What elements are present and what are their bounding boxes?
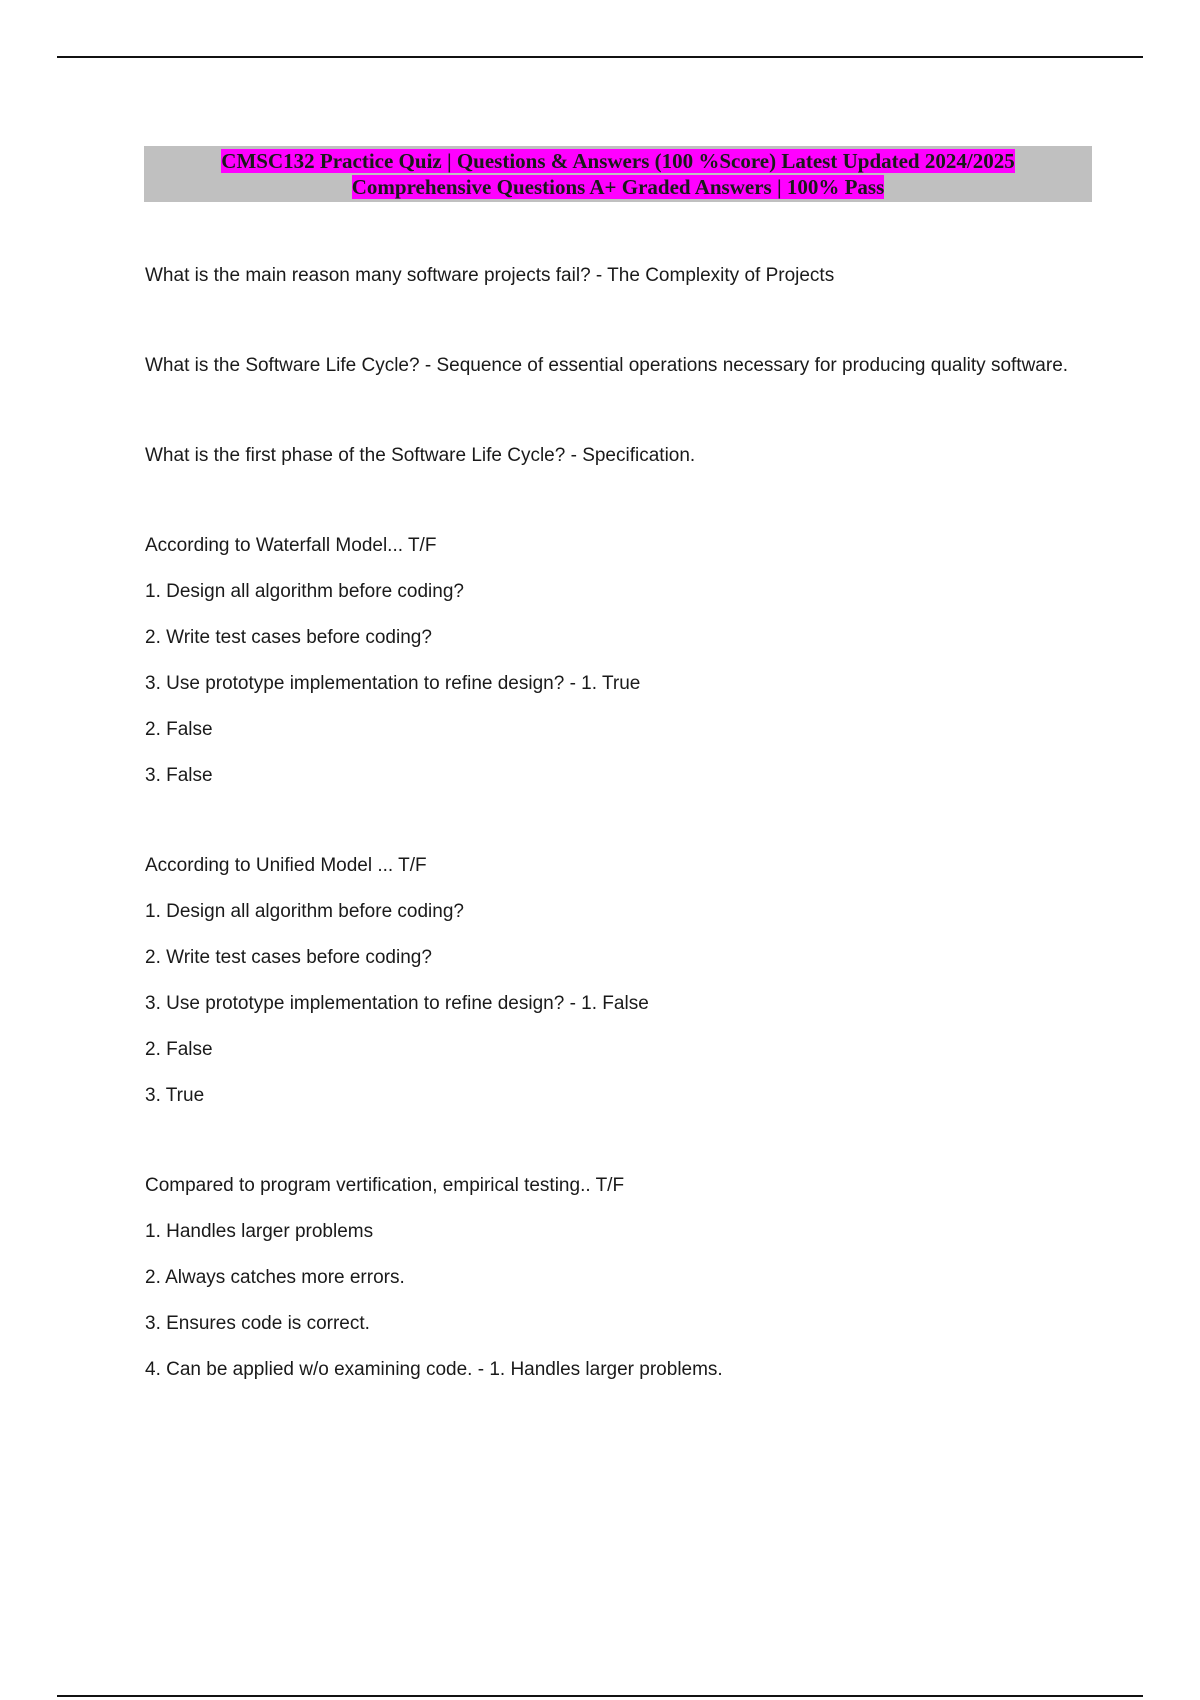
footer-rule (57, 1695, 1143, 1697)
header-rule (57, 56, 1143, 58)
qa-line: 1. Design all algorithm before coding? (145, 581, 464, 602)
qa-line: 3. Use prototype implementation to refine design? - 1. True (145, 673, 641, 694)
qa-line: 2. False (145, 719, 213, 740)
document-title (144, 146, 1092, 202)
qa-item-4 (145, 532, 1085, 790)
qa-heading: According to Unified Model ... T/F (145, 855, 427, 876)
qa-line: 2. Write test cases before coding? (145, 947, 432, 968)
qa-line: 3. False (145, 765, 213, 786)
qa-line: 1. Handles larger problems (145, 1221, 374, 1242)
qa-item-5 (145, 852, 1085, 1110)
qa-line: 3. Ensures code is correct. (145, 1313, 370, 1334)
qa-item-2: What is the Software Life Cycle? - Sequence of essential operations necessary for producing quality software. (145, 355, 1069, 376)
qa-line: 3. Use prototype implementation to refine design? - 1. False (145, 993, 649, 1014)
qa-item-3: What is the first phase of the Software Life Cycle? - Specification. (145, 445, 696, 466)
qa-line: 2. False (145, 1039, 213, 1060)
qa-line: 4. Can be applied w/o examining code. - 1. Handles larger problems. (145, 1359, 723, 1380)
qa-line: 2. Write test cases before coding? (145, 627, 432, 648)
title-line-2: Comprehensive Questions A+ Graded Answers | 100% Pass (351, 175, 885, 199)
quiz-content (145, 262, 1085, 1384)
qa-line: 2. Always catches more errors. (145, 1267, 405, 1288)
qa-heading: According to Waterfall Model... T/F (145, 535, 437, 556)
title-line-1: CMSC132 Practice Quiz | Questions & Answers (100 %Score) Latest Updated 2024/2025 (221, 149, 1015, 173)
qa-line: 1. Design all algorithm before coding? (145, 901, 464, 922)
qa-item-1: What is the main reason many software projects fail? - The Complexity of Projects (145, 265, 835, 286)
qa-line: 3. True (145, 1085, 205, 1106)
qa-item-6 (145, 1172, 1085, 1384)
qa-heading: Compared to program vertification, empirical testing.. T/F (145, 1175, 625, 1196)
